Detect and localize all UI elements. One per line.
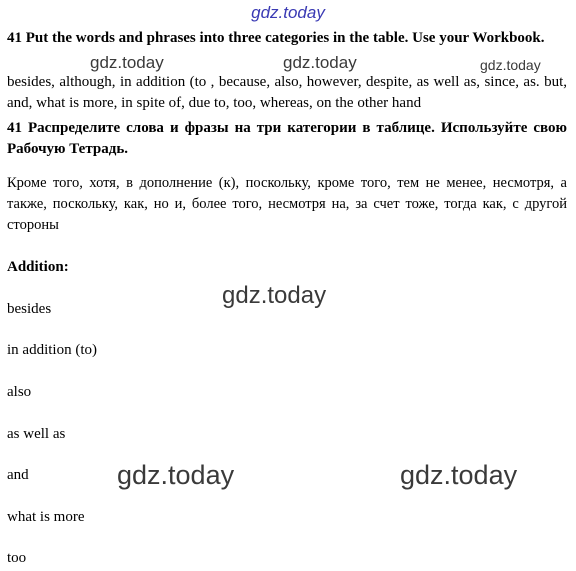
watermark-text: gdz.today [283,53,357,72]
addition-title: Addition: [7,259,69,275]
task-words-en: besides, although, in addition (to , because, also, however, despite, as well as, since, as. but, and, what is more, in spite of, due to, too, whereas, on the other hand [7,74,567,111]
task-words-ru: Кроме того, хотя, в дополнение (к), поскольку, кроме того, тем не менее, несмотря, а также, поскольку, как, но и, более того, несмотря на, за счет тоже, тогда как, с другой стороны [7,175,567,233]
addition-item-and: and [7,467,29,483]
watermark-text: gdz.today [90,53,164,72]
addition-item-too: too [7,550,27,566]
watermark-text: gdz.today [480,57,541,73]
addition-item-also: also [7,384,32,400]
task-heading-en: 41 Put the words and phrases into three categories in the table. Use your Workbook. [7,30,545,46]
watermark-text: gdz.today [117,460,235,490]
task-heading-ru: 41 Распределите слова и фразы на три категории в таблице. Используйте свою Рабочую Тетрадь. [7,120,567,157]
site-logo: gdz.today [251,3,325,22]
watermark-text: gdz.today [400,460,518,490]
addition-item-what-is-more: what is more [7,509,85,525]
addition-item-in-addition: in addition (to) [7,342,97,358]
addition-item-besides: besides [7,301,52,317]
watermark-text: gdz.today [222,282,327,309]
addition-item-as-well-as: as well as [7,426,66,442]
